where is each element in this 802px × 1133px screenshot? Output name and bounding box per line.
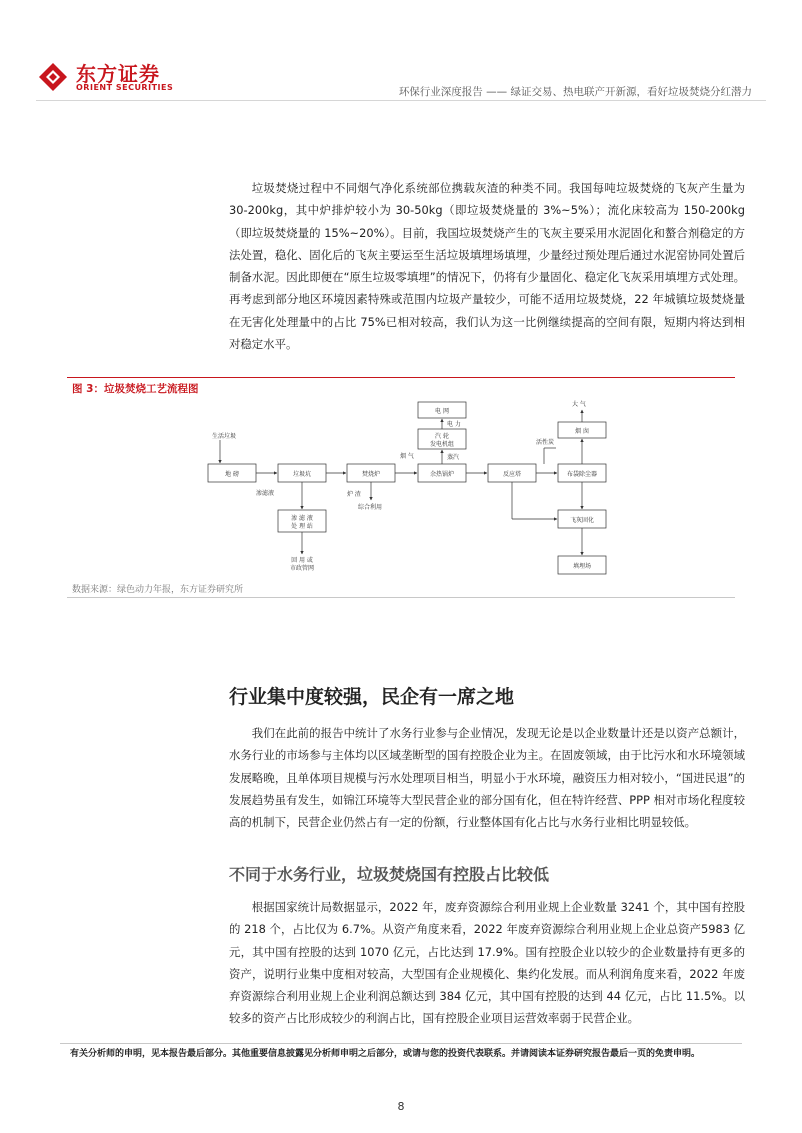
node-text-fly-ash: 飞灰固化 — [569, 517, 595, 524]
node-text-reaction-tower: 反应塔 — [502, 471, 522, 478]
node-text-weighbridge: 地 磅 — [225, 471, 239, 478]
node-text-boiler: 余热锅炉 — [429, 471, 455, 478]
figure-title: 图 3：垃圾焚烧工艺流程图 — [72, 383, 199, 395]
label-activated-carbon: 活性炭 — [536, 439, 555, 446]
node-text-leachate-1: 渗 滤 液 — [291, 515, 313, 522]
node-text-power-grid: 电 网 — [435, 408, 449, 415]
node-text-turbine: 汽 轮 — [435, 433, 449, 440]
report-title: 环保行业深度报告 —— 绿证交易、热电联产开新源，看好垃圾焚烧分红潜力 — [398, 86, 752, 98]
page-number: 8 — [397, 1100, 405, 1113]
body-paragraph-fly-ash: 垃圾焚烧过程中不同烟气净化系统部位携载灰渣的种类不同。我国每吨垃圾焚烧的飞灰产生量为 30-200kg，其中炉排炉较小为 30-50kg（即垃圾焚烧量的 3%~5%）；流化床较高为 150-200kg（即垃圾焚烧量的 15%~20%）。目前，我国垃圾焚烧产生的飞灰主要采用水泥固化和螯合剂稳定的方法处置，稳化、固化后的飞灰主要运至生活垃圾填埋场填埋，少量经过预处理后通过水泥窑协同处置后制备水泥。因此即便在“原生垃圾零填埋”的情况下，仍将有少量固化、稳定化飞灰采用填埋方式处理。再考虑到部分地区环境因素特殊或范围内垃圾产量较少，可能不适用垃圾焚烧，22 年城镇垃圾焚烧量在无害化处理量中的占比 75%已相对较高，我们认为这一比例继续提高的空间有限，短期内将达到相对稳定水平。 — [229, 181, 745, 352]
node-text-landfill: 填埋场 — [572, 563, 592, 570]
body-paragraph-statistics: 根据国家统计局数据显示，2022 年，废弃资源综合利用业规上企业数量 3241 个，其中国有控股的 218 个，占比仅为 6.7%。从资产角度来看，2022 年废弃资源综合利用业规上企业总资产5983 亿元，其中国有控股的达到 1070 亿元，占比达到 17.9%。国有控股企业以较少的企业数量持有更多的资产，说明行业集中度相对较高，大型国有企业规模化、集约化发展。而从利润角度来看，2022 年废弃资源综合利用业规上企业利润总额达到 384 亿元，其中国有控股的达到 44 亿元，占比 11.5%。以较多的资产占比形成较少的利润占比，国有控股企业项目运营效率弱于民营企业。 — [229, 900, 745, 1026]
figure-source: 数据来源：绿色动力年报，东方证券研究所 — [72, 585, 244, 595]
label-municipal-network: 市政管网 — [289, 565, 315, 572]
label-electricity: 电 力 — [447, 421, 461, 428]
label-leachate: 渗滤液 — [256, 490, 275, 497]
logo-name-cn: 东方证券 — [76, 62, 160, 86]
label-steam: 蒸汽 — [447, 454, 460, 461]
footer-disclaimer: 有关分析师的申明，见本报告最后部分。其他重要信息披露见分析师申明之后部分，或请与您的投资代表联系。并请阅读本证券研究报告最后一页的免责申明。 — [70, 1049, 701, 1059]
figure-bottom-rule — [67, 597, 735, 598]
footer-divider — [60, 1043, 742, 1044]
body-paragraph-water-industry: 我们在此前的报告中统计了水务行业参与企业情况，发现无论是以企业数量计还是以资产总额计，水务行业的市场参与主体均以区域垄断型的国有控股企业为主。在固废领域，由于比污水和水环境领域发展略晚，且单体项目规模与污水处理项目相当，明显小于水环境，融资压力相对较小，“国进民退”的发展趋势虽有发生，如锦江环境等大型民营企业的部分国有化，但在特许经营、PPP 相对市场化程度较高的机制下，民营企业仍然占有一定的份额，行业整体国有化占比与水务行业相比明显较低。 — [229, 726, 745, 830]
node-text-waste-pit: 垃圾坑 — [292, 471, 312, 478]
orient-logo-icon — [38, 62, 68, 92]
logo-name-en: ORIENT SECURITIES — [76, 83, 174, 92]
label-reuse: 综合利用 — [358, 504, 383, 511]
incineration-flow-diagram — [190, 396, 620, 581]
node-text-bag-filter: 布袋除尘器 — [566, 471, 598, 478]
label-flue-gas: 烟 气 — [400, 453, 414, 460]
subsection-heading: 不同于水务行业，垃圾焚烧国有控股占比较低 — [229, 865, 550, 884]
node-text-generator: 发电机组 — [429, 441, 455, 448]
label-atmosphere: 大 气 — [572, 401, 586, 408]
label-reuse-or: 回 用 或 — [291, 557, 313, 564]
figure-top-rule — [67, 377, 735, 378]
header-divider — [36, 100, 766, 101]
node-text-incinerator: 焚烧炉 — [361, 471, 381, 478]
section-heading: 行业集中度较强，民企有一席之地 — [229, 686, 515, 708]
label-household-waste: 生活垃圾 — [212, 433, 237, 440]
node-text-leachate-2: 处 理 站 — [291, 523, 313, 530]
label-slag: 炉 渣 — [347, 491, 361, 498]
node-text-chimney: 烟 囱 — [575, 428, 589, 435]
